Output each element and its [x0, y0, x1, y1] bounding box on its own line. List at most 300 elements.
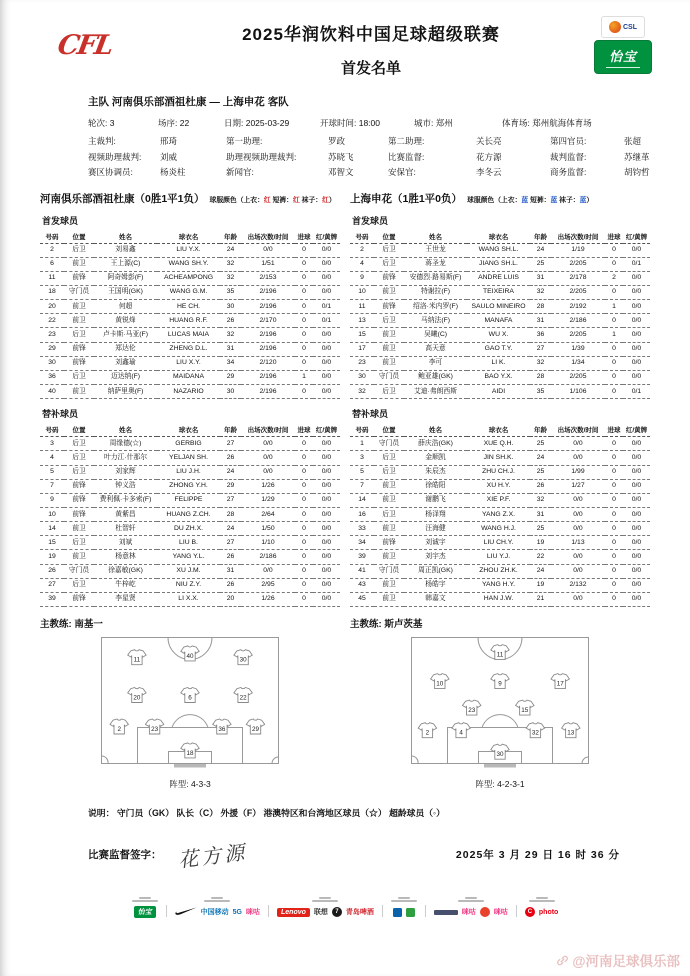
player-row: [40, 257, 340, 271]
player-cell: 前锋: [64, 493, 94, 507]
kit-segment: 蓝: [521, 196, 529, 204]
sponsor-separator: [268, 905, 269, 917]
sponsor-logo: [480, 907, 490, 917]
column-header: 位置: [64, 423, 94, 437]
player-cell: 后卫: [374, 243, 404, 257]
player-row: [40, 300, 340, 314]
player-cell: 2/153: [241, 271, 295, 285]
player-row: [350, 437, 650, 451]
player-cell: 后卫: [64, 536, 94, 550]
player-cell: 2/178: [551, 271, 605, 285]
player-cell: 17: [350, 342, 374, 356]
svg-text:4: 4: [459, 729, 463, 737]
sign-datetime: 2025年 3 月 29 日 16 时 36 分: [455, 848, 620, 861]
watermark-text: @河南足球俱乐部: [572, 954, 680, 969]
official-name: 刘威: [160, 151, 178, 162]
player-cell: AIDI: [467, 385, 530, 399]
sponsor-caption: [529, 897, 555, 902]
competition-title: 2025华润饮料中国足球超级联赛: [242, 25, 500, 44]
player-cell: 0: [295, 592, 313, 606]
player-cell: 0/0: [623, 522, 650, 536]
link-icon: [556, 954, 569, 967]
player-cell: 1/106: [551, 385, 605, 399]
player-cell: LIU B.: [157, 536, 220, 550]
column-header: 号码: [40, 423, 64, 437]
player-cell: 24: [220, 465, 241, 479]
column-header: 进球: [605, 423, 623, 437]
starters-title: 首发球员: [42, 215, 79, 226]
column-header: 进球: [605, 230, 623, 244]
player-cell: 2/196: [241, 370, 295, 384]
sponsor-strip: [0, 897, 690, 919]
player-cell: 前卫: [64, 550, 94, 564]
player-cell: 王上源(C): [94, 257, 157, 271]
home-team-name: 河南俱乐部酒祖杜康: [111, 96, 207, 108]
svg-text:18: 18: [186, 749, 194, 757]
player-cell: 前卫: [374, 550, 404, 564]
player-cell: 叶力江·什那尔: [94, 451, 157, 465]
player-cell: 0/0: [313, 385, 340, 399]
player-cell: 0/0: [623, 300, 650, 314]
player-cell: 前锋: [374, 300, 404, 314]
column-header: 年龄: [220, 230, 241, 244]
sponsor-logo: 青岛啤酒: [345, 909, 374, 917]
svg-text:30: 30: [496, 751, 504, 759]
player-cell: 刘斌: [94, 536, 157, 550]
player-cell: 16: [350, 508, 374, 522]
player-cell: 刘鑫瑜: [94, 356, 157, 370]
sponsor-logos: [134, 906, 156, 919]
caption-bar: [536, 897, 548, 899]
player-cell: 30: [220, 385, 241, 399]
player-cell: 0: [605, 243, 623, 257]
sponsor-logo: 5G: [232, 908, 242, 916]
player-cell: 0: [605, 370, 623, 384]
player-row: [40, 479, 340, 493]
player-cell: 刘易鑫: [94, 243, 157, 257]
player-cell: 33: [350, 522, 374, 536]
player-cell: 金顺凯: [404, 451, 467, 465]
player-cell: 守门员: [374, 437, 404, 451]
sponsor-group: [391, 897, 417, 919]
player-cell: 1/13: [551, 536, 605, 550]
player-cell: 守门员: [374, 370, 404, 384]
player-cell: HUANG Z.CH.: [157, 508, 220, 522]
player-cell: 0: [605, 314, 623, 328]
svg-text:15: 15: [521, 707, 529, 715]
sponsor-logo: 联想: [313, 909, 328, 917]
player-cell: 34: [220, 356, 241, 370]
player-cell: 1: [605, 300, 623, 314]
player-cell: 0: [295, 271, 313, 285]
player-cell: 20: [40, 300, 64, 314]
player-cell: 后卫: [64, 437, 94, 451]
subs-title: 替补球员: [352, 409, 389, 420]
player-cell: 30: [220, 300, 241, 314]
caption-bar: [139, 897, 151, 899]
subs-title: 替补球员: [42, 409, 79, 420]
team-name: 上海申花（1胜1平0负）: [350, 192, 463, 205]
starters-table: [40, 230, 340, 400]
svg-text:22: 22: [239, 694, 247, 702]
player-cell: XU J.M.: [157, 564, 220, 578]
column-header: 出场次数/时间: [241, 423, 295, 437]
column-header: 出场次数/时间: [551, 230, 605, 244]
player-cell: 9: [350, 271, 374, 285]
match-info-item: 开球时间: 18:00: [320, 118, 380, 128]
player-cell: 1/19: [551, 243, 605, 257]
column-header: 号码: [350, 423, 374, 437]
player-cell: 0/0: [623, 465, 650, 479]
caption-bar: [204, 900, 230, 902]
kit-segment: 红: [263, 196, 271, 204]
player-cell: 0: [295, 465, 313, 479]
player-cell: 前锋: [64, 271, 94, 285]
player-cell: 守门员: [374, 564, 404, 578]
player-cell: 0: [295, 243, 313, 257]
player-cell: 0: [295, 328, 313, 342]
player-cell: 王国明(GK): [94, 285, 157, 299]
player-cell: 36: [530, 328, 551, 342]
player-cell: 0/0: [313, 508, 340, 522]
player-cell: 43: [350, 578, 374, 592]
nike-swoosh-icon: [175, 903, 197, 921]
player-cell: WANG H.J.: [467, 522, 530, 536]
player-cell: 0/0: [623, 508, 650, 522]
player-row: [40, 536, 340, 550]
player-cell: 后卫: [374, 385, 404, 399]
player-cell: 15: [350, 328, 374, 342]
column-header: 红/黄牌: [313, 230, 340, 244]
player-row: [350, 342, 650, 356]
player-row: [40, 578, 340, 592]
player-cell: 0: [295, 342, 313, 356]
sponsor-logo: 咪咕: [493, 909, 508, 917]
player-cell: NIU Z.Y.: [157, 578, 220, 592]
player-cell: 19: [530, 578, 551, 592]
player-cell: 32: [530, 493, 551, 507]
player-cell: 24: [220, 522, 241, 536]
player-cell: 郑达伦: [94, 342, 157, 356]
official-name: 苏继革: [624, 151, 650, 162]
sponsor-logo: 咪咕: [461, 909, 476, 917]
player-cell: 0: [295, 451, 313, 465]
player-cell: 0/0: [241, 451, 295, 465]
player-cell: 0: [605, 356, 623, 370]
player-cell: YANG Y.L.: [157, 550, 220, 564]
sponsor-logos: [277, 906, 374, 919]
player-row: [40, 356, 340, 370]
player-cell: WANG G.M.: [157, 285, 220, 299]
player-cell: 34: [350, 536, 374, 550]
player-cell: 0/0: [623, 285, 650, 299]
player-cell: 后卫: [374, 451, 404, 465]
player-cell: 0: [605, 508, 623, 522]
player-cell: 9: [40, 493, 64, 507]
player-cell: 2: [40, 243, 64, 257]
player-cell: 0: [605, 385, 623, 399]
player-row: [350, 479, 650, 493]
player-cell: 24: [530, 243, 551, 257]
subs-table: [350, 423, 650, 607]
player-cell: 30: [350, 370, 374, 384]
player-cell: 前卫: [374, 285, 404, 299]
player-row: [350, 578, 650, 592]
player-cell: 0/0: [551, 451, 605, 465]
column-header: 位置: [64, 230, 94, 244]
player-cell: 2/205: [551, 257, 605, 271]
player-cell: 40: [40, 385, 64, 399]
sponsor-logo: photo: [538, 908, 559, 916]
player-row: [40, 385, 340, 399]
signature-label: 比赛监督签字：: [88, 848, 162, 861]
player-row: [40, 493, 340, 507]
player-cell: 0: [295, 479, 313, 493]
player-cell: LIU J.H.: [157, 465, 220, 479]
player-cell: 0/0: [623, 550, 650, 564]
player-cell: 14: [350, 493, 374, 507]
player-cell: 后卫: [374, 314, 404, 328]
player-row: [40, 550, 340, 564]
sponsor-separator: [516, 905, 517, 917]
player-cell: ZHONG Y.H.: [157, 479, 220, 493]
player-cell: 0/0: [313, 578, 340, 592]
player-cell: 28: [530, 370, 551, 384]
away-team-column: [350, 191, 650, 791]
player-row: [40, 564, 340, 578]
yibao-badge: [594, 40, 652, 74]
cfl-logo: [55, 16, 150, 61]
player-cell: HUANG R.F.: [157, 314, 220, 328]
player-row: [350, 385, 650, 399]
formation-value: 4-2-3-1: [497, 779, 525, 790]
player-cell: 0/1: [313, 314, 340, 328]
column-header: 姓名: [404, 230, 467, 244]
formation-pitch: [411, 637, 589, 769]
player-cell: 前锋: [374, 271, 404, 285]
player-cell: 0/0: [313, 370, 340, 384]
caption-bar: [312, 900, 338, 902]
player-cell: 25: [530, 522, 551, 536]
player-row: [350, 314, 650, 328]
column-header: 号码: [350, 230, 374, 244]
team-name: 河南俱乐部酒祖杜康（0胜1平1负）: [40, 192, 205, 205]
player-cell: 后卫: [374, 508, 404, 522]
svg-text:9: 9: [498, 680, 502, 688]
officials-grid: [88, 134, 690, 181]
player-cell: 0: [605, 465, 623, 479]
csl-text: CSL: [623, 23, 637, 31]
legend-text: 守门员（GK） 队长（C） 外援（F） 港澳特区和台湾地区球员（☆） 超龄球员（◦）: [116, 808, 445, 819]
official-label: 商务监督:: [550, 167, 587, 177]
player-cell: 24: [220, 243, 241, 257]
player-cell: 21: [530, 592, 551, 606]
player-cell: 费利佩·卡多索(F): [94, 493, 157, 507]
player-cell: 3: [40, 437, 64, 451]
player-cell: 31: [220, 342, 241, 356]
player-cell: 艾迪·弗朗西斯: [404, 385, 467, 399]
player-cell: 0/0: [313, 356, 340, 370]
player-cell: 2/196: [241, 328, 295, 342]
player-cell: 0/1: [623, 257, 650, 271]
sponsor-logo: C: [525, 907, 535, 917]
player-cell: 0: [605, 285, 623, 299]
player-cell: 0: [295, 508, 313, 522]
formation-line: [40, 778, 340, 790]
player-cell: 0/0: [623, 564, 650, 578]
player-cell: 13: [350, 314, 374, 328]
player-row: [40, 285, 340, 299]
coach-name: 南基一: [74, 619, 103, 631]
player-cell: XU H.Y.: [467, 479, 530, 493]
sponsor-logo: 咪咕: [246, 909, 260, 917]
player-cell: 1/34: [551, 356, 605, 370]
player-row: [350, 493, 650, 507]
kit-segment: 蓝: [579, 196, 587, 204]
player-cell: 2/170: [241, 314, 295, 328]
svg-text:30: 30: [239, 656, 247, 664]
player-cell: 2/120: [241, 356, 295, 370]
player-cell: 0: [605, 257, 623, 271]
official-label: 安保官:: [388, 167, 416, 177]
player-cell: 鲍亚雄(GK): [404, 370, 467, 384]
official-label: 赛区协调员:: [88, 167, 133, 177]
sponsor-caption: [458, 897, 484, 902]
formation-pitch: [101, 637, 279, 769]
player-cell: 0/0: [623, 479, 650, 493]
official-name: 苏晓飞: [328, 151, 354, 162]
player-row: [40, 271, 340, 285]
player-cell: 11: [350, 300, 374, 314]
player-cell: WANG SH.Y.: [157, 257, 220, 271]
player-cell: 0: [605, 342, 623, 356]
player-cell: 26: [220, 550, 241, 564]
player-row: [40, 342, 340, 356]
player-cell: 0/0: [551, 508, 605, 522]
player-cell: 后卫: [64, 451, 94, 465]
player-cell: LIU Y.X.: [157, 243, 220, 257]
player-cell: DU ZH.X.: [157, 522, 220, 536]
official-name: 李冬云: [476, 167, 502, 177]
player-cell: GAO T.Y.: [467, 342, 530, 356]
starters-title: 首发球员: [352, 215, 389, 226]
column-header: 红/黄牌: [623, 423, 650, 437]
sponsor-logos: [434, 906, 508, 919]
player-cell: YELJAN SH.: [157, 451, 220, 465]
player-cell: 前卫: [374, 328, 404, 342]
sponsor-caption: [391, 897, 417, 902]
home-team-column: [40, 191, 340, 791]
sponsor-logos: [393, 906, 415, 919]
player-cell: 前卫: [64, 300, 94, 314]
player-cell: 0/1: [313, 300, 340, 314]
player-row: [350, 243, 650, 257]
player-cell: 0/0: [313, 536, 340, 550]
sponsor-group: [132, 897, 158, 919]
player-cell: 0/0: [241, 437, 295, 451]
player-cell: 0/0: [623, 370, 650, 384]
goal-shadow: [174, 764, 206, 768]
supervisor-signature: 花方源: [176, 839, 248, 872]
player-cell: HAN J.W.: [467, 592, 530, 606]
player-row: [40, 465, 340, 479]
official-name: 花方源: [476, 151, 502, 162]
player-row: [350, 370, 650, 384]
column-header: 球衣名: [157, 423, 220, 437]
player-cell: 28: [530, 300, 551, 314]
player-cell: 0: [605, 437, 623, 451]
player-cell: 马纳法(F): [404, 314, 467, 328]
player-cell: 0: [605, 522, 623, 536]
csl-yibao-logo: [592, 16, 654, 74]
player-cell: 27: [220, 493, 241, 507]
player-cell: 27: [220, 437, 241, 451]
player-cell: 蒋圣龙: [404, 257, 467, 271]
player-cell: 2/196: [241, 300, 295, 314]
player-cell: LI X.X.: [157, 592, 220, 606]
player-cell: 韩嘉文: [404, 592, 467, 606]
player-row: [350, 328, 650, 342]
team-header: [40, 191, 340, 206]
player-cell: 卢卡斯·马亚(F): [94, 328, 157, 342]
official-label: 视频助理裁判:: [88, 151, 142, 162]
player-cell: LIU CH.Y.: [467, 536, 530, 550]
player-row: [350, 465, 650, 479]
svg-text:32: 32: [531, 729, 539, 737]
player-cell: WANG SH.L.: [467, 243, 530, 257]
team-columns: [40, 191, 650, 791]
player-cell: 0: [295, 522, 313, 536]
player-cell: 0: [295, 493, 313, 507]
player-cell: 2/205: [551, 370, 605, 384]
column-header: 姓名: [94, 230, 157, 244]
player-cell: ANDRE LUIS: [467, 271, 530, 285]
player-cell: 前卫: [64, 257, 94, 271]
column-header: 出场次数/时间: [551, 423, 605, 437]
player-cell: 1/26: [241, 479, 295, 493]
player-cell: 薛庆浩(GK): [404, 437, 467, 451]
player-cell: WU X.: [467, 328, 530, 342]
player-cell: 0/0: [551, 522, 605, 536]
player-cell: 0/0: [623, 328, 650, 342]
vs-separator: —: [209, 96, 220, 108]
player-cell: 0/0: [313, 342, 340, 356]
sponsor-separator: [382, 905, 383, 917]
caption-bar: [211, 897, 223, 899]
player-cell: 10: [40, 508, 64, 522]
player-cell: 守门员: [64, 285, 94, 299]
player-cell: 0/0: [241, 564, 295, 578]
player-cell: 2/64: [241, 508, 295, 522]
svg-text:10: 10: [436, 680, 444, 688]
official-label: 第二助理:: [388, 136, 425, 146]
player-cell: 2: [605, 271, 623, 285]
player-cell: XUE Q.H.: [467, 437, 530, 451]
player-cell: 32: [350, 385, 374, 399]
kit-segment: 红: [322, 196, 329, 204]
player-cell: 1/39: [551, 342, 605, 356]
player-cell: 32: [530, 356, 551, 370]
player-cell: 26: [220, 314, 241, 328]
player-cell: 0/0: [551, 437, 605, 451]
player-cell: 6: [40, 257, 64, 271]
player-cell: 杜智轩: [94, 522, 157, 536]
teams-line: [88, 94, 690, 109]
column-header: 红/黄牌: [623, 230, 650, 244]
column-header: 球衣名: [467, 423, 530, 437]
player-cell: 0/0: [551, 550, 605, 564]
player-cell: 0/0: [623, 536, 650, 550]
